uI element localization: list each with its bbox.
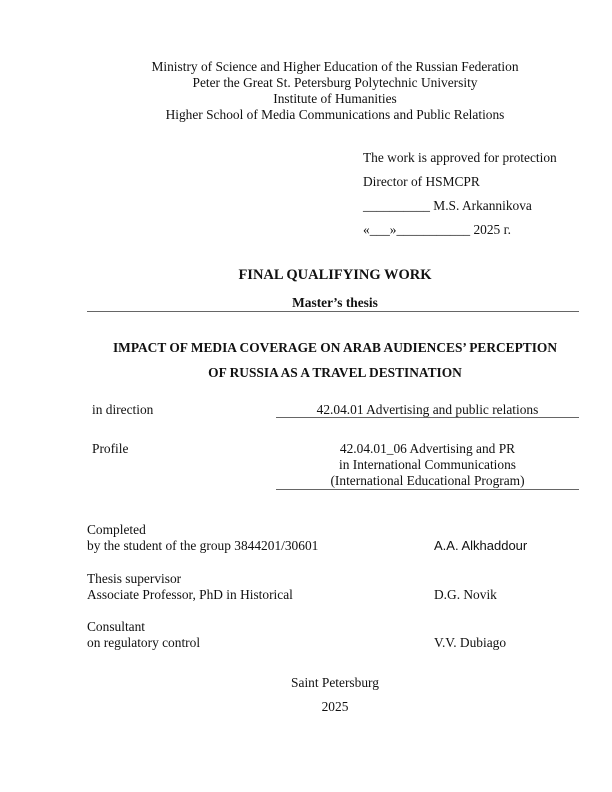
- approval-signature-line: __________ M.S. Arkannikova: [363, 198, 532, 213]
- topic-line-2: OF RUSSIA AS A TRAVEL DESTINATION: [208, 365, 462, 380]
- direction-label: in direction: [92, 402, 154, 417]
- thesis-type-underline: [87, 311, 579, 312]
- profile-value-line-1: 42.04.01_06 Advertising and PR: [339, 441, 516, 456]
- consultant-label: Consultant: [87, 619, 146, 634]
- institute-line: Institute of Humanities: [273, 91, 397, 106]
- supervisor-name: D.G. Novik: [434, 587, 497, 602]
- university-line: Peter the Great St. Petersburg Polytechnic University: [192, 75, 478, 90]
- topic-line-1: IMPACT OF MEDIA COVERAGE ON ARAB AUDIENCES’ PERCEPTION: [112, 340, 558, 355]
- profile-label: Profile: [92, 441, 129, 456]
- consultant-name: V.V. Dubiago: [434, 635, 507, 650]
- supervisor-label: Thesis supervisor: [87, 571, 182, 586]
- thesis-type: Master’s thesis: [292, 295, 378, 310]
- ministry-line: Ministry of Science and Higher Education of the Russian Federation: [151, 59, 519, 74]
- profile-value-line-3: (International Educational Program): [330, 473, 525, 488]
- work-type-title: FINAL QUALIFYING WORK: [238, 267, 432, 283]
- direction-underline: [276, 417, 579, 418]
- student-group-label: by the student of the group 3844201/30601: [87, 538, 319, 553]
- profile-underline: [276, 489, 579, 490]
- supervisor-title: Associate Professor, PhD in Historical: [87, 587, 293, 602]
- approval-statement: The work is approved for protection: [363, 150, 557, 165]
- city: Saint Petersburg: [291, 675, 379, 690]
- direction-value: 42.04.01 Advertising and public relations: [316, 402, 539, 417]
- school-line: Higher School of Media Communications and Public Relations: [165, 107, 505, 122]
- approval-position: Director of HSMCPR: [363, 174, 480, 189]
- profile-value-line-2: in International Communications: [338, 457, 517, 472]
- consultant-role: on regulatory control: [87, 635, 201, 650]
- student-name: A.A. Alkhaddour: [434, 538, 528, 553]
- approval-date-line: «___»___________ 2025 г.: [363, 222, 511, 237]
- completed-label: Completed: [87, 522, 146, 537]
- year: 2025: [321, 699, 349, 714]
